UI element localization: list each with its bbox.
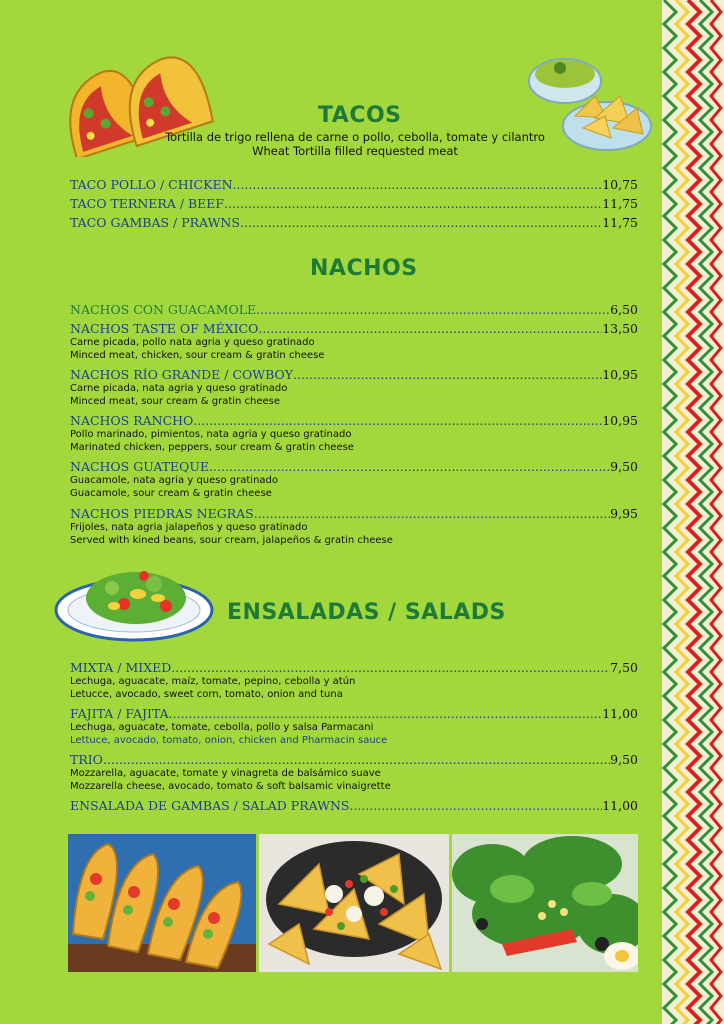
item-description-en: Minced meat, chicken, sour cream & gratin cheese (70, 350, 325, 361)
menu-item-mixta: MIXTA / MIXED ..... 7,50 (70, 660, 638, 675)
salads-title: ENSALADAS / SALADS (227, 600, 506, 625)
item-description-es: Mozzarella, aguacate, tomate y vinagreta de balsámico suave (70, 768, 381, 779)
zigzag-border-decoration (662, 0, 724, 1024)
item-description-en: Guacamole, sour cream & gratin cheese (70, 488, 272, 499)
menu-item-trio: TRIO ..... 9,50 (70, 752, 638, 767)
menu-item-nachos-piedras-negras: NACHOS PIEDRAS NEGRAS ..... 9,95 (70, 506, 638, 521)
item-description-es: Pollo marinado, pimientos, nata agria y queso gratinado (70, 429, 352, 440)
menu-item-taco-gambas: TACO GAMBAS / PRAWNS ..... 11,75 (70, 215, 638, 230)
menu-item-nachos-guacamole: NACHOS CON GUACAMOLE ..... 6,50 (70, 302, 638, 317)
item-description-en: Lettuce, avocado, tomato, onion, chicken and Pharmacin sauce (70, 735, 388, 746)
menu-item-nachos-rancho: NACHOS RANCHO ..... 10,95 (70, 413, 638, 428)
item-description-es: Lechuga, aguacate, tomate, cebolla, pollo y salsa Parmacani (70, 722, 374, 733)
salad-plate-illustration (54, 558, 216, 644)
item-description-en: Mozzarella cheese, avocado, tomato & soft balsamic vinaigrette (70, 781, 391, 792)
menu-item-nachos-guateque: NACHOS GUATEQUE ..... 9,50 (70, 459, 638, 474)
item-description-es: Lechuga, aguacate, maíz, tomate, pepino, cebolla y atún (70, 676, 356, 687)
tacos-subtitle-en: Wheat Tortilla filled requested meat (252, 144, 458, 158)
tacos-photo (68, 834, 256, 972)
menu-item-fajita: FAJITA / FAJITA ..... 11,00 (70, 706, 638, 721)
salad-photo (452, 834, 638, 972)
menu-item-nachos-rio-grande: NACHOS RÍO GRANDE / COWBOY ..... 10,95 (70, 367, 638, 382)
item-description-es: Frijoles, nata agria jalapeños y queso gratinado (70, 522, 308, 533)
menu-item-taco-ternera: TACO TERNERA / BEEF ..... 11,75 (70, 196, 638, 211)
item-description-en: Minced meat, sour cream & gratin cheese (70, 396, 281, 407)
menu-item-taco-pollo: TACO POLLO / CHICKEN ..... 10,75 (70, 177, 638, 192)
nachos-title: NACHOS (310, 256, 418, 281)
item-description-es: Guacamole, nata agria y queso gratinado (70, 475, 279, 486)
tacos-title: TACOS (318, 103, 402, 128)
nachos-photo (259, 834, 449, 972)
menu-item-ensalada-gambas: ENSALADA DE GAMBAS / SALAD PRAWNS ..... 11,00 (70, 798, 638, 813)
menu-item-nachos-taste-of-mexico: NACHOS TASTE OF MÉXICO ..... 13,50 (70, 321, 638, 336)
item-description-en: Marinated chicken, peppers, sour cream & gratin cheese (70, 442, 354, 453)
tacos-subtitle-es: Tortilla de trigo rellena de carne o pollo, cebolla, tomate y cilantro (165, 130, 545, 144)
item-description-en: Letucce, avocado, sweet corn, tomato, onion and tuna (70, 689, 343, 700)
item-description-es: Carne picada, pollo nata agria y queso gratinado (70, 337, 315, 348)
item-description-es: Carne picada, nata agria y queso gratinado (70, 383, 288, 394)
item-description-en: Served with kined beans, sour cream, jalapeños & gratin cheese (70, 535, 393, 546)
